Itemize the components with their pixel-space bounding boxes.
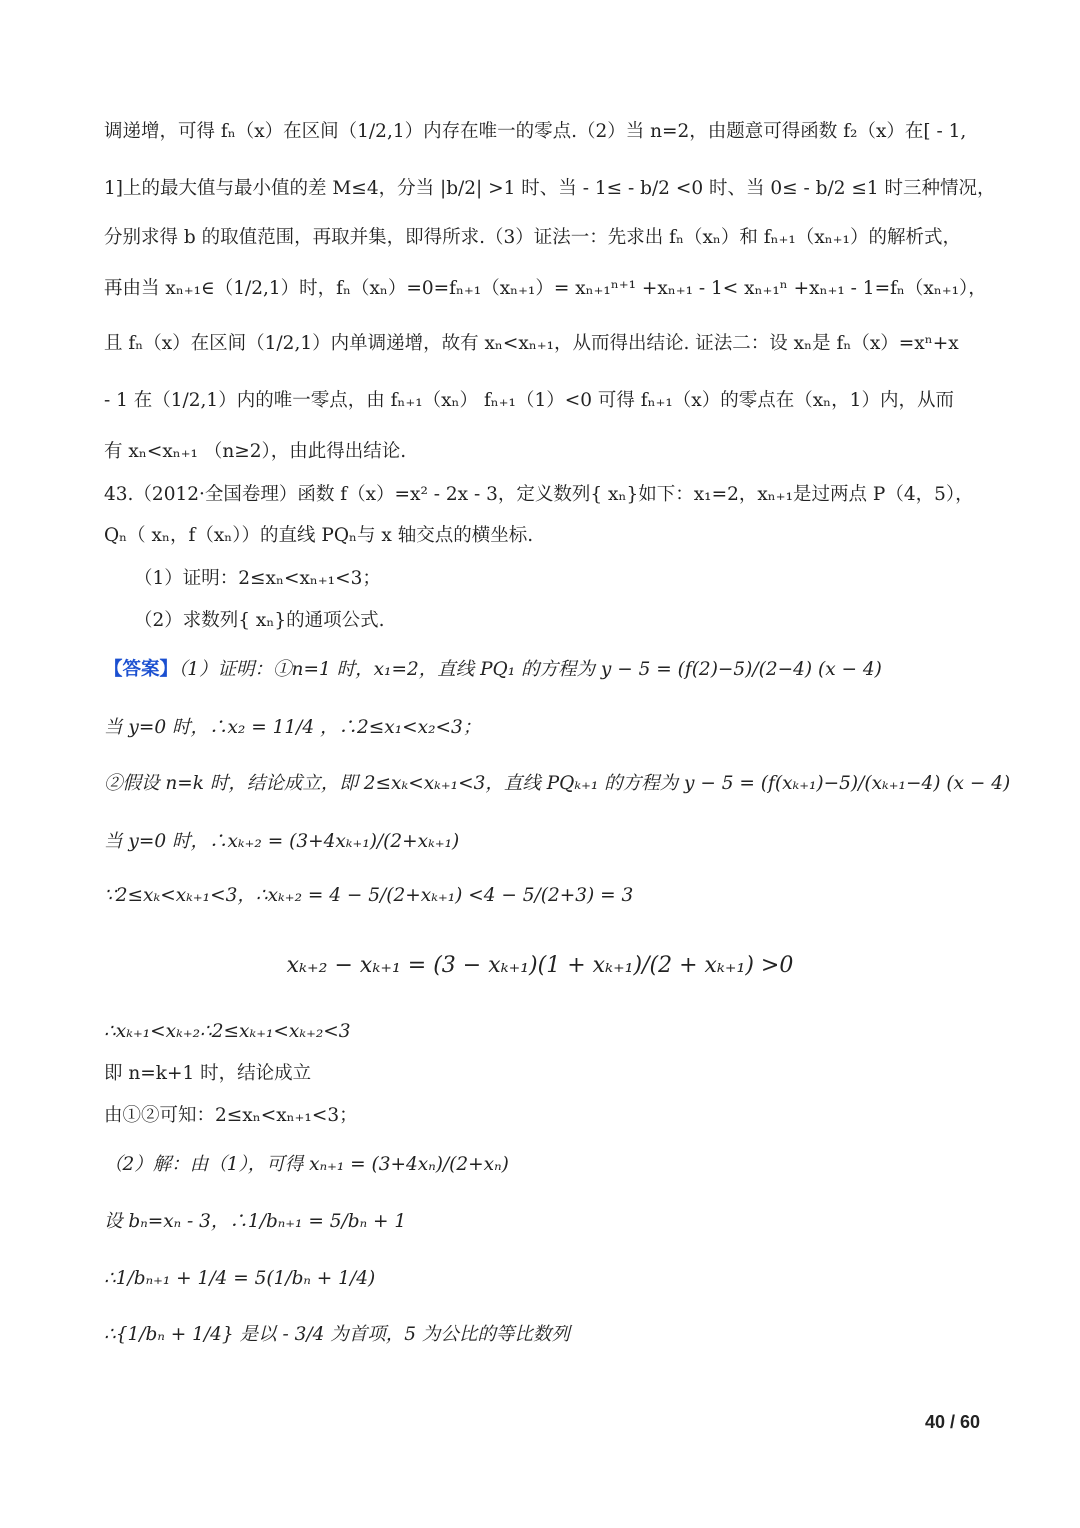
math-line: ∴xₖ₊₁<xₖ₊₂∴2≤xₖ₊₁<xₖ₊₂<3	[104, 1021, 351, 1042]
math-line: ②假设 n=k 时，结论成立，即 2≤xₖ<xₖ₊₁<3，直线 PQₖ₊₁ 的方程为 y − 5 = (f(xₖ₊₁)−5)/(xₖ₊₁−4) (x − 4)	[104, 773, 1011, 794]
text-line: 调递增，可得 fₙ（x）在区间（1/2,1）内存在唯一的零点.（2）当 n=2，由题意可得函数 f₂（x）在[ - 1,	[104, 121, 967, 142]
text-line: 1]上的最大值与最小值的差 M≤4，分当 |b/2| >1 时、当 - 1≤ - b/2 <0 时、当 0≤ - b/2 ≤1 时三种情况，	[104, 178, 996, 199]
display-equation: xₖ₊₂ − xₖ₊₁ = (3 − xₖ₊₁)(1 + xₖ₊₁)/(2 + xₖ₊₁) >0	[286, 953, 794, 978]
text-line: 有 xₙ<xₙ₊₁ （n≥2），由此得出结论.	[104, 441, 407, 462]
math-line: （2）解：由（1），可得 xₙ₊₁ = (3+4xₙ)/(2+xₙ)	[104, 1154, 509, 1175]
math-line: ∴{1/bₙ + 1/4} 是以 - 3/4 为首项，5 为公比的等比数列	[104, 1324, 570, 1345]
answer-text: （1）证明：①n=1 时，x₁=2，直线 PQ₁ 的方程为 y − 5 = (f(2)−5)/(2−4) (x − 4)	[178, 659, 882, 680]
math-line: 设 bₙ=xₙ - 3，∴1/bₙ₊₁ = 5/bₙ + 1	[104, 1211, 407, 1232]
text-line: Qₙ（ xₙ，f（xₙ））的直线 PQₙ与 x 轴交点的横坐标.	[104, 525, 534, 546]
text-line: 由①②可知：2≤xₙ<xₙ₊₁<3；	[104, 1105, 358, 1126]
text-line: 且 fₙ（x）在区间（1/2,1）内单调递增，故有 xₙ<xₙ₊₁，从而得出结论. 证法二：设 xₙ是 fₙ（x）=xⁿ+x	[104, 333, 959, 354]
math-line: 当 y=0 时，∴x₂ = 11/4 ，∴2≤x₁<x₂<3；	[104, 717, 482, 738]
problem-part-1: （1）证明：2≤xₙ<xₙ₊₁<3；	[134, 568, 381, 589]
text-line: 分别求得 b 的取值范围，再取并集，即得所求.（3）证法一：先求出 fₙ（xₙ）和 fₙ₊₁（xₙ₊₁）的解析式，	[104, 227, 961, 248]
text-line: 再由当 xₙ₊₁∈（1/2,1）时，fₙ（xₙ）=0=fₙ₊₁（xₙ₊₁）= xₙ₊₁ⁿ⁺¹ +xₙ₊₁ - 1< xₙ₊₁ⁿ +xₙ₊₁ - 1=fₙ（xₙ₊₁），	[104, 278, 987, 299]
math-line: ∴1/bₙ₊₁ + 1/4 = 5(1/bₙ + 1/4)	[104, 1268, 376, 1289]
answer-tag: 【答案】	[104, 659, 179, 680]
problem-part-2: （2）求数列{ xₙ}的通项公式.	[134, 610, 385, 631]
math-line: 当 y=0 时，∴xₖ₊₂ = (3+4xₖ₊₁)/(2+xₖ₊₁)	[104, 831, 460, 852]
text-line: 即 n=k+1 时，结论成立	[104, 1063, 312, 1084]
text-line: - 1 在（1/2,1）内的唯一零点，由 fₙ₊₁（xₙ） fₙ₊₁（1）<0 可得 fₙ₊₁（x）的零点在（xₙ，1）内，从而	[104, 390, 954, 411]
answer-line	[104, 658, 882, 682]
problem-heading: 43.（2012·全国卷理）函数 f（x）=x² - 2x - 3，定义数列{ xₙ}如下：x₁=2，xₙ₊₁是过两点 P（4，5），	[104, 484, 974, 505]
math-line: ∵2≤xₖ<xₖ₊₁<3，∴xₖ₊₂ = 4 − 5/(2+xₖ₊₁) <4 − 5/(2+3) = 3	[104, 885, 634, 906]
page-number: 40 / 60	[924, 1412, 980, 1432]
